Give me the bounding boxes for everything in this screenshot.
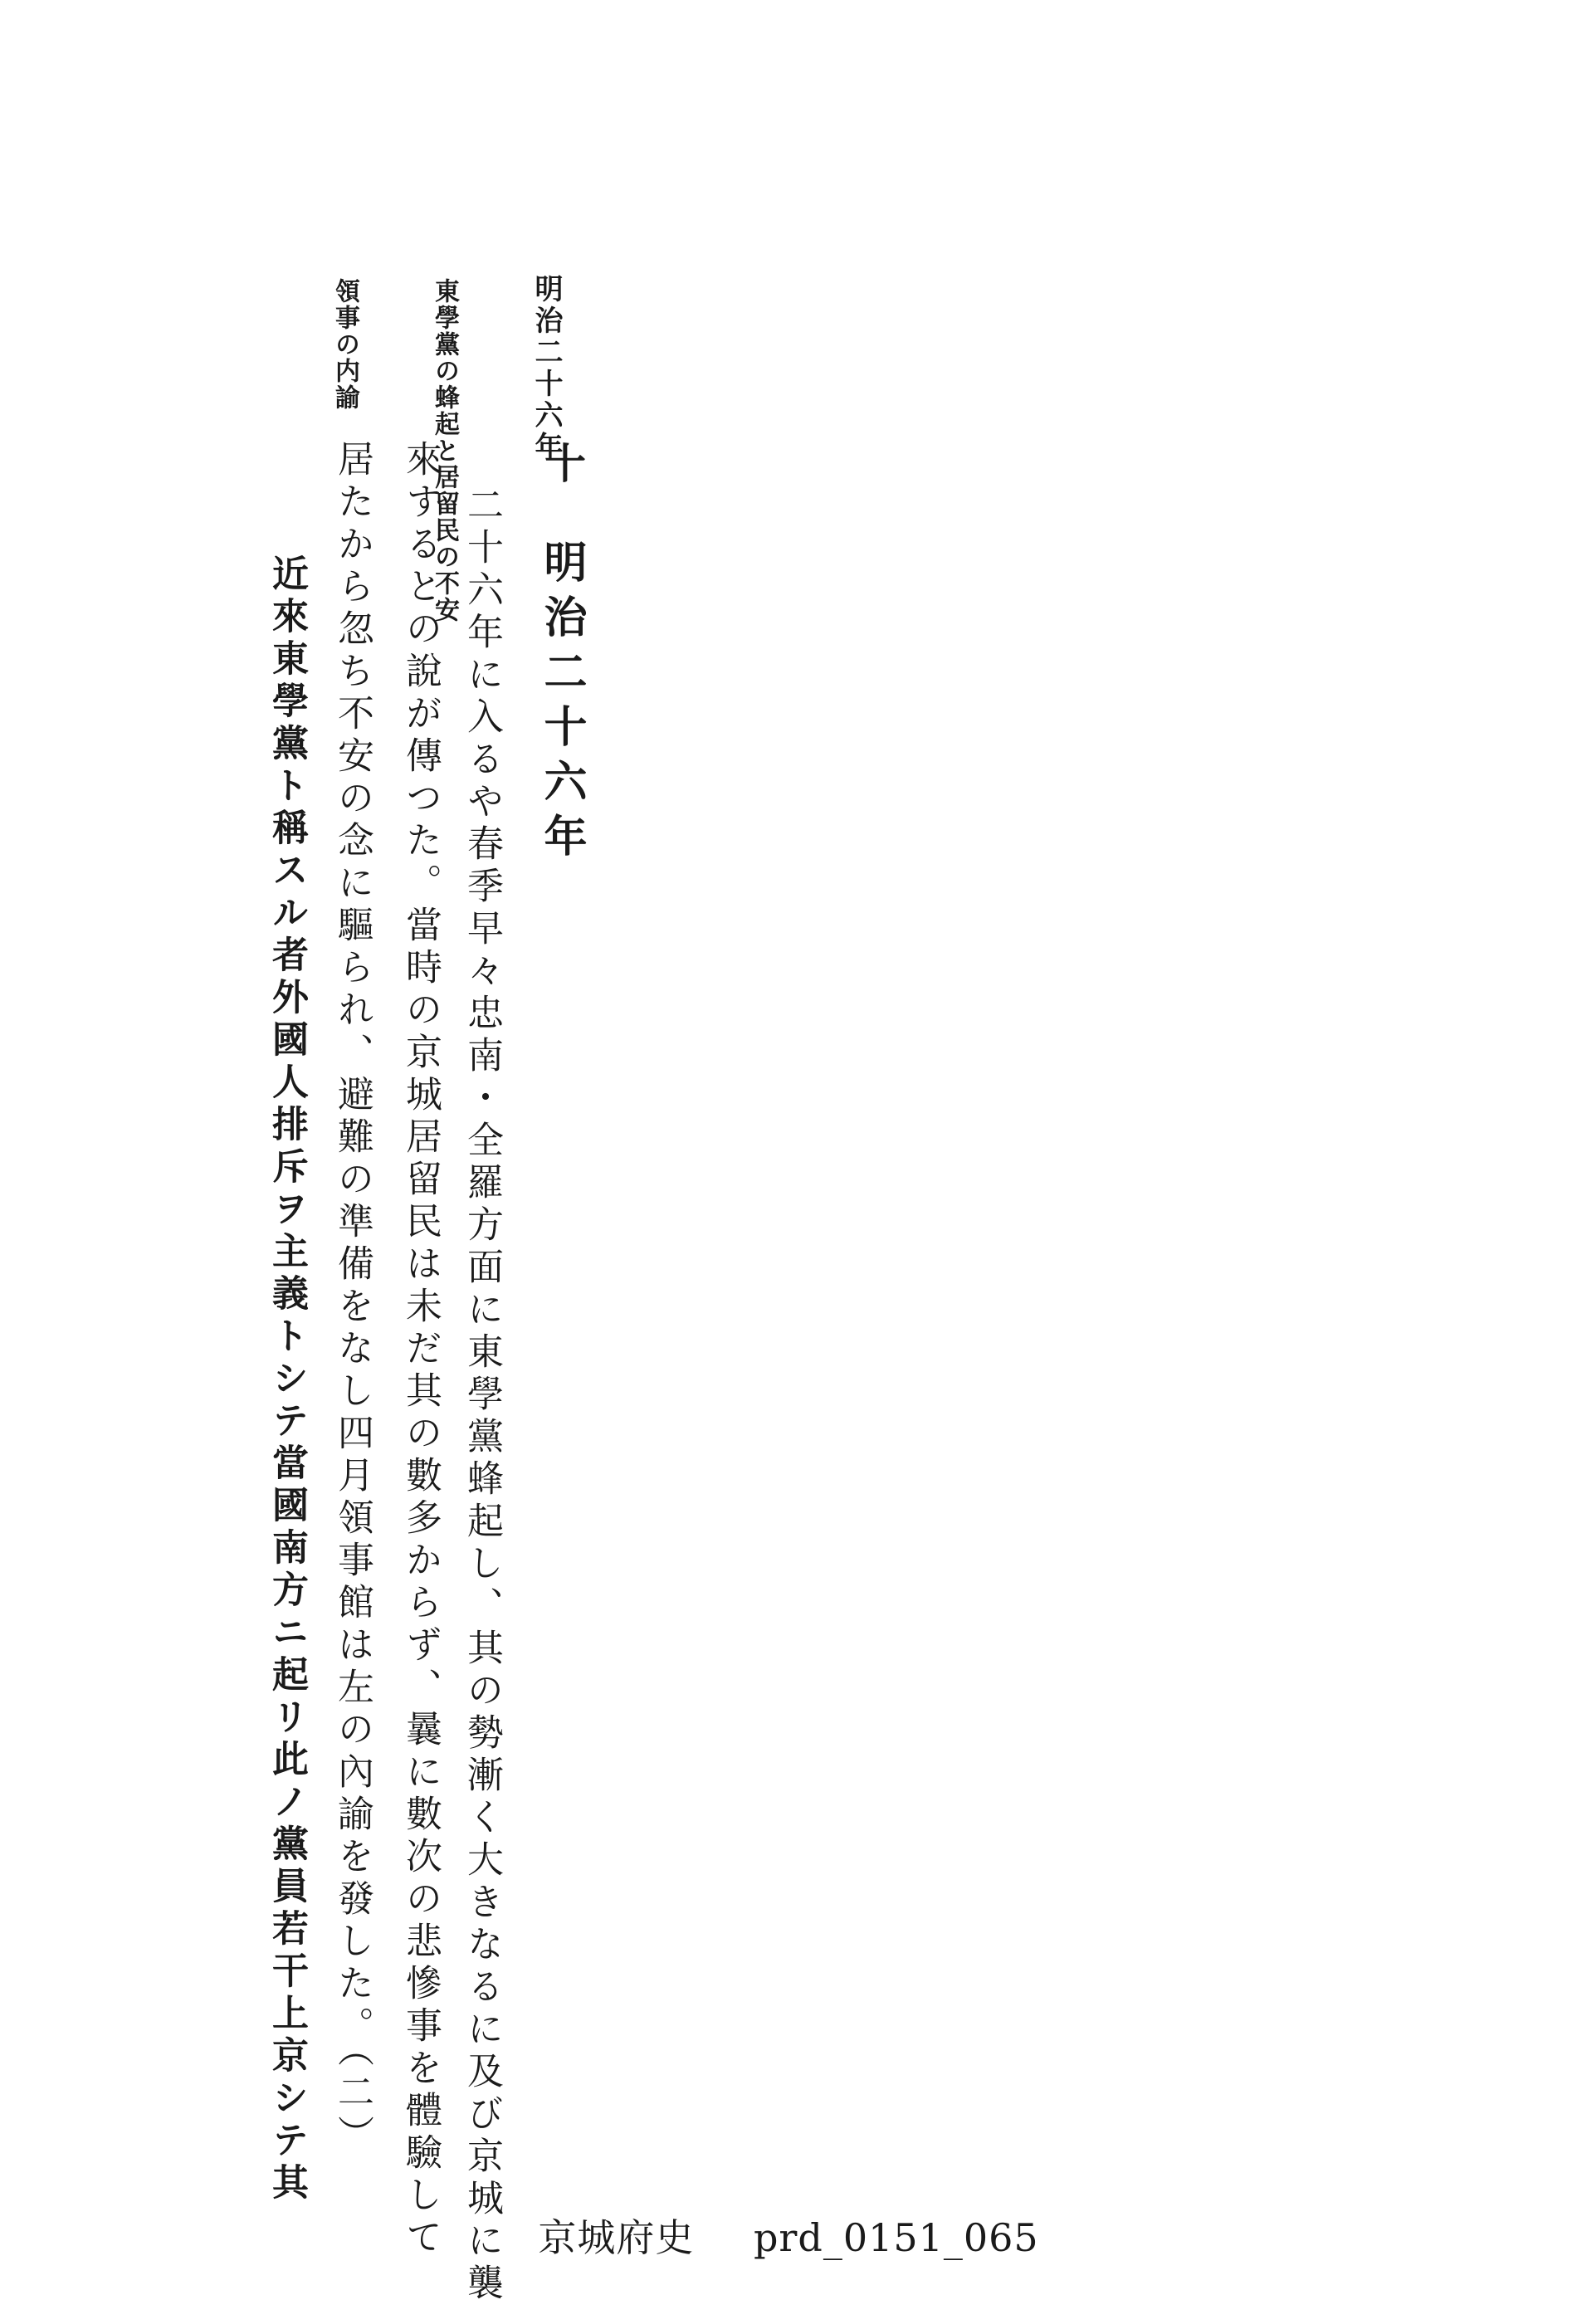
body-line-2: 來するとの說が傳つた。當時の京城居留民は未だ其の數多からず、曩に數次の悲慘事を體驗して (399, 440, 442, 2260)
footer-book-title: 京城府史 (538, 2215, 695, 2260)
page-footer (0, 2208, 1577, 2263)
margin-note-tonghak: 東學黨の蜂起と居留民の不安 (430, 278, 459, 623)
margin-note-consul: 領事の内諭 (330, 278, 359, 411)
chapter-number: 十 (538, 442, 587, 483)
body-line-1: 二十六年に入るや春季早々忠南・全羅方面に東學黨蜂起し、其の勢漸く大きなるに及び京城に襲 (461, 486, 503, 2306)
body-line-3: 居たから忽ち不安の念に驅られ、避難の準備をなし四月領事館は左の內諭を發した。（二） (331, 440, 374, 2157)
footer-page-code: prd_0151_065 (753, 2215, 1039, 2260)
chapter-title: 明治二十六年 (536, 540, 587, 868)
running-header-year: 明治二十六年 (530, 274, 563, 463)
quoted-notice-line-1: 近來東學黨ト稱スル者外國人排斥ヲ主義トシテ當國南方ニ起リ此ノ黨員若干上京シテ其 (266, 554, 308, 2205)
